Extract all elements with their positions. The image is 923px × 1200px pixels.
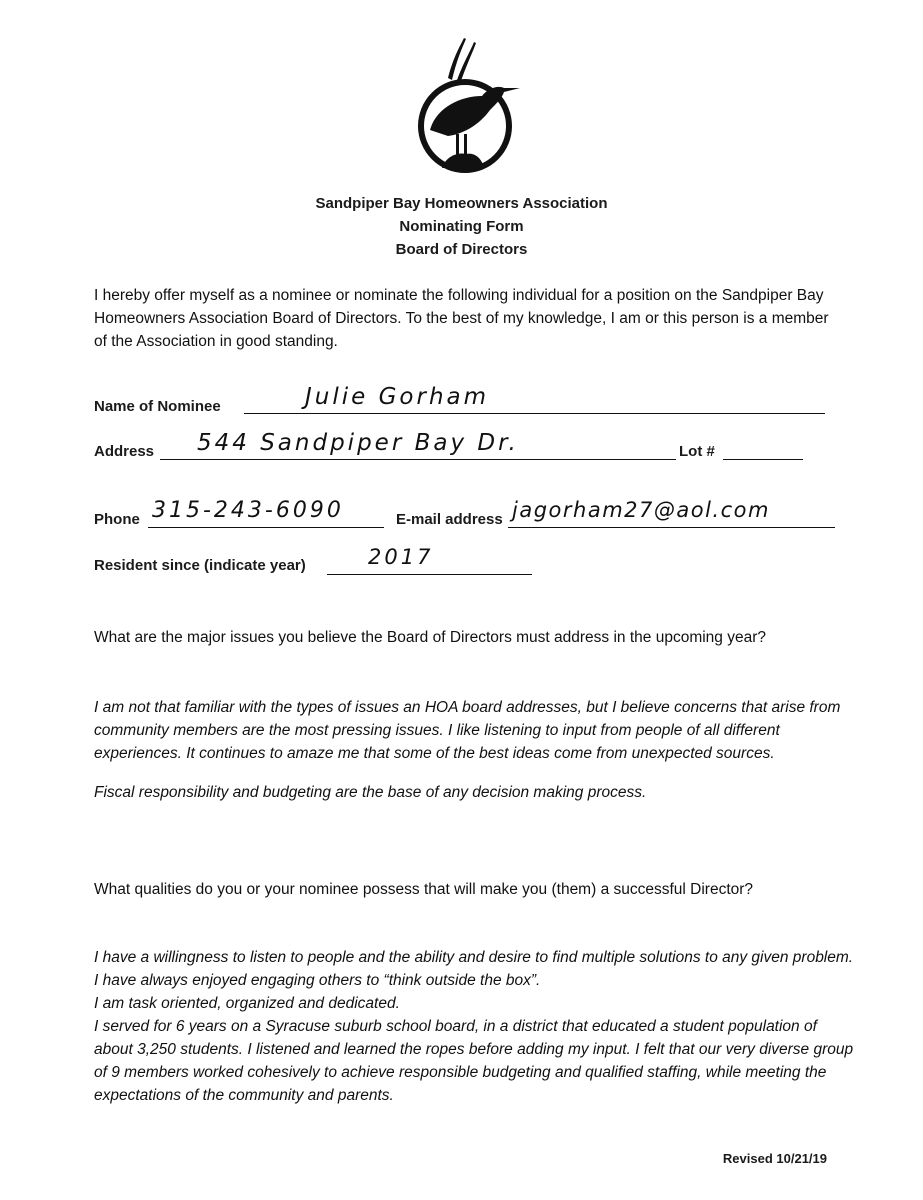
address-field-line xyxy=(160,459,676,460)
answer-qualities-line1: I have a willingness to listen to people and the ability and desire to find multiple solutions to any given problem. I have always enjoyed engaging others to “think outside the box”. xyxy=(94,949,854,989)
answer-qualities xyxy=(94,946,854,1107)
phone-label: Phone xyxy=(94,511,140,528)
resident-field[interactable]: 2017 xyxy=(368,545,434,569)
board-name: Board of Directors xyxy=(395,241,528,258)
answer-qualities-line3: I served for 6 years on a Syracuse suburb school board, in a district that educated a student population of about 3,250 students. I listened and learned the ropes before adding my input. I felt that our very diverse group of 9 members worked cohesively to achieve responsible budgeting and qualified staffing, while meeting the expectations of the community and parents. xyxy=(94,1018,854,1104)
email-label: E-mail address xyxy=(396,511,503,528)
answer-major-issues-p1: I am not that familiar with the types of issues an HOA board addresses, but I believe concerns that arise from community members are the most pressing issues. I like listening to input from people of all different experiences. It continues to amaze me that some of the best ideas come from unexpected sources. xyxy=(94,699,841,762)
answer-major-issues-p2: Fiscal responsibility and budgeting are the base of any decision making process. xyxy=(94,784,647,801)
form-title xyxy=(0,192,923,261)
answer-major-issues xyxy=(94,696,854,804)
lot-label: Lot # xyxy=(679,443,715,460)
phone-field[interactable]: 315-243-6090 xyxy=(152,498,344,523)
sandpiper-bird-logo-icon xyxy=(408,38,530,186)
question-qualities: What qualities do you or your nominee possess that will make you (them) a successful Director? xyxy=(94,881,754,898)
email-field[interactable]: jagorham27@aol.com xyxy=(512,498,770,522)
revised-date: Revised 10/21/19 xyxy=(722,1151,827,1166)
name-label: Name of Nominee xyxy=(94,398,221,415)
resident-label: Resident since (indicate year) xyxy=(94,557,306,574)
address-field[interactable]: 544 Sandpiper Bay Dr. xyxy=(197,430,519,456)
intro-paragraph: I hereby offer myself as a nominee or nominate the following individual for a position on the Sandpiper Bay Homeowners Association Board of Directors. To the best of my knowledge, I am or this person is a member of the Association in good standing. xyxy=(94,287,829,350)
name-field[interactable]: Julie Gorham xyxy=(305,384,490,410)
answer-qualities-line2: I am task oriented, organized and dedicated. xyxy=(94,995,400,1012)
phone-field-line xyxy=(148,527,384,528)
email-field-line xyxy=(508,527,835,528)
lot-field-line xyxy=(723,459,803,460)
address-label: Address xyxy=(94,443,155,460)
org-name: Sandpiper Bay Homeowners Association xyxy=(315,195,608,212)
question-major-issues: What are the major issues you believe the Board of Directors must address in the upcoming year? xyxy=(94,629,766,646)
name-field-line xyxy=(244,413,825,414)
resident-field-line xyxy=(327,574,532,575)
form-name: Nominating Form xyxy=(399,218,524,235)
